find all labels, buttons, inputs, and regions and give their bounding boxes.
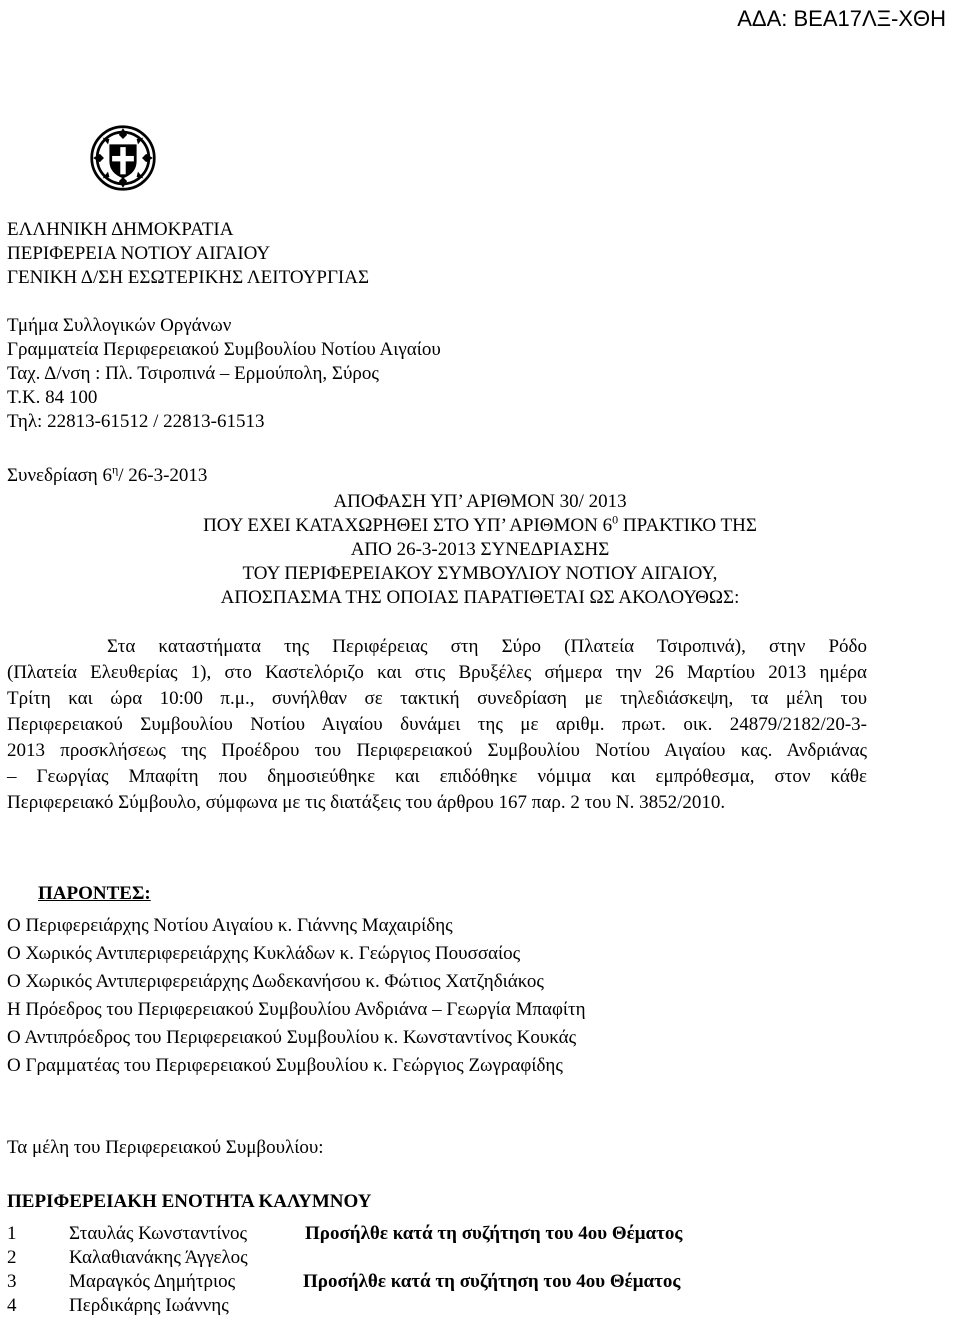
member-number: 2 xyxy=(7,1247,17,1268)
decision-title-3: ΑΠΟ 26-3-2013 ΣΥΝΕΔΡΙΑΣΗΣ xyxy=(350,539,610,560)
present-line: Ο Περιφερειάρχης Νοτίου Αιγαίου κ. Γιάννης Μαχαιρίδης xyxy=(7,915,453,936)
intro-line-7: Περιφερειακό Σύμβουλο, σύμφωνα με τις διατάξεις του άρθρου 167 παρ. 2 του Ν. 3852/2010. xyxy=(7,792,726,813)
intro-line-1: Στα καταστήματα της Περιφέρειας στη Σύρο (Πλατεία Τσιροπινά), στην Ρόδο xyxy=(107,636,867,657)
member-number: 3 xyxy=(7,1271,17,1292)
unit-heading: ΠΕΡΙΦΕΡΕΙΑΚΗ ΕΝΟΤΗΤΑ ΚΑΛΥΜΝΟΥ xyxy=(7,1191,372,1212)
member-note: Προσήλθε κατά τη συζήτηση του 4ου Θέματος xyxy=(303,1271,681,1292)
session-line xyxy=(7,464,207,488)
decision-title-2-sup: 0 xyxy=(612,512,619,527)
member-number: 1 xyxy=(7,1223,17,1244)
intro-line-6: – Γεωργίας Μπαφίτη που δημοσιεύθηκε και επιδόθηκε νόμιμα και εμπρόθεσμα, στον κάθε xyxy=(7,766,867,787)
present-line: Ο Χωρικός Αντιπεριφερειάρχης Δωδεκανήσου κ. Φώτιος Χατζηδιάκος xyxy=(7,971,544,992)
member-name: Μαραγκός Δημήτριος xyxy=(69,1271,236,1292)
member-name: Περδικάρης Ιωάννης xyxy=(69,1295,229,1316)
office-line-department: Τμήμα Συλλογικών Οργάνων xyxy=(7,315,232,336)
member-number: 4 xyxy=(7,1295,17,1316)
header-line-directorate: ΓΕΝΙΚΗ Δ/ΣΗ ΕΣΩΤΕΡΙΚΗΣ ΛΕΙΤΟΥΡΓΙΑΣ xyxy=(7,267,370,288)
intro-line-2: (Πλατεία Ελευθερίας 1), στο Καστελόριζο και στις Βρυξέλες σήμερα την 26 Μαρτίου 2013 ημέρα xyxy=(7,662,867,683)
office-line-address: Ταχ. Δ/νση : Πλ. Τσιροπινά – Ερμούπολη, Σύρος xyxy=(7,363,379,384)
header-line-country: ΕΛΛΗΝΙΚΗ ΔΗΜΟΚΡΑΤΙΑ xyxy=(7,219,234,240)
office-line-secretariat: Γραμματεία Περιφερειακού Συμβουλίου Νοτίου Αιγαίου xyxy=(7,339,441,360)
intro-line-3: Τρίτη και ώρα 10:00 π.μ., συνήλθαν σε τακτική συνεδρίαση με τηλεδιάσκεψη, τα μέλη του xyxy=(7,688,867,709)
decision-title-2a: ΠΟΥ ΕΧΕΙ ΚΑΤΑΧΩΡΗΘΕΙ ΣΤΟ ΥΠ’ ΑΡΙΘΜΟΝ 6 xyxy=(203,515,613,536)
member-name: Καλαθιανάκης Άγγελος xyxy=(69,1247,248,1268)
header-line-region: ΠΕΡΙΦΕΡΕΙΑ ΝΟΤΙΟΥ ΑΙΓΑΙΟΥ xyxy=(7,243,271,264)
decision-title-5: ΑΠΟΣΠΑΣΜΑ ΤΗΣ ΟΠΟΙΑΣ ΠΑΡΑΤΙΘΕΤΑΙ ΩΣ ΑΚΟΛΟΥΘΩΣ: xyxy=(220,587,740,608)
present-line: Η Πρόεδρος του Περιφερειακού Συμβουλίου Ανδριάνα – Γεωργία Μπαφίτη xyxy=(7,999,586,1020)
decision-title-1: ΑΠΟΦΑΣΗ ΥΠ’ ΑΡΙΘΜΟΝ 30/ 2013 xyxy=(333,491,627,512)
present-line: Ο Αντιπρόεδρος του Περιφερειακού Συμβουλίου κ. Κωνσταντίνος Κουκάς xyxy=(7,1027,577,1048)
intro-line-4: Περιφερειακού Συμβουλίου Νοτίου Αιγαίου δυνάμει της με αριθμ. πρωτ. οικ. 24879/2182/20-3- xyxy=(7,714,867,735)
member-note: Προσήλθε κατά τη συζήτηση του 4ου Θέματος xyxy=(305,1223,683,1244)
office-line-postcode: Τ.Κ. 84 100 xyxy=(7,387,98,408)
session-prefix: Συνεδρίαση 6 xyxy=(7,465,112,486)
office-line-phone: Τηλ: 22813-61512 / 22813-61513 xyxy=(7,411,265,432)
member-name: Σταυλάς Κωνσταντίνος xyxy=(69,1223,248,1244)
decision-title-2b: ΠΡΑΚΤΙΚΟ ΤΗΣ xyxy=(618,515,757,536)
session-sup: η xyxy=(111,462,119,477)
present-heading: ΠΑΡΟΝΤΕΣ: xyxy=(38,883,151,904)
members-intro: Τα μέλη του Περιφερειακού Συμβουλίου: xyxy=(7,1137,324,1158)
decision-title-4: ΤΟΥ ΠΕΡΙΦΕΡΕΙΑΚΟΥ ΣΥΜΒΟΥΛΙΟΥ ΝΟΤΙΟΥ ΑΙΓΑΙΟΥ, xyxy=(242,563,718,584)
session-suffix: / 26-3-2013 xyxy=(118,465,208,486)
intro-line-5: 2013 προσκλήσεως της Προέδρου του Περιφερειακού Συμβουλίου Νοτίου Αιγαίου κας. Ανδριάνας xyxy=(7,740,867,761)
decision-title-2 xyxy=(0,514,960,538)
present-line: Ο Γραμματέας του Περιφερειακού Συμβουλίου κ. Γεώργιος Ζωγραφίδης xyxy=(7,1055,563,1076)
ada-code: ΑΔΑ: ΒΕΑ17ΛΞ-ΧΘΗ xyxy=(737,6,946,31)
present-line: Ο Χωρικός Αντιπεριφερειάρχης Κυκλάδων κ. Γεώργιος Πουσσαίος xyxy=(7,943,521,964)
coat-of-arms-icon xyxy=(89,124,157,192)
